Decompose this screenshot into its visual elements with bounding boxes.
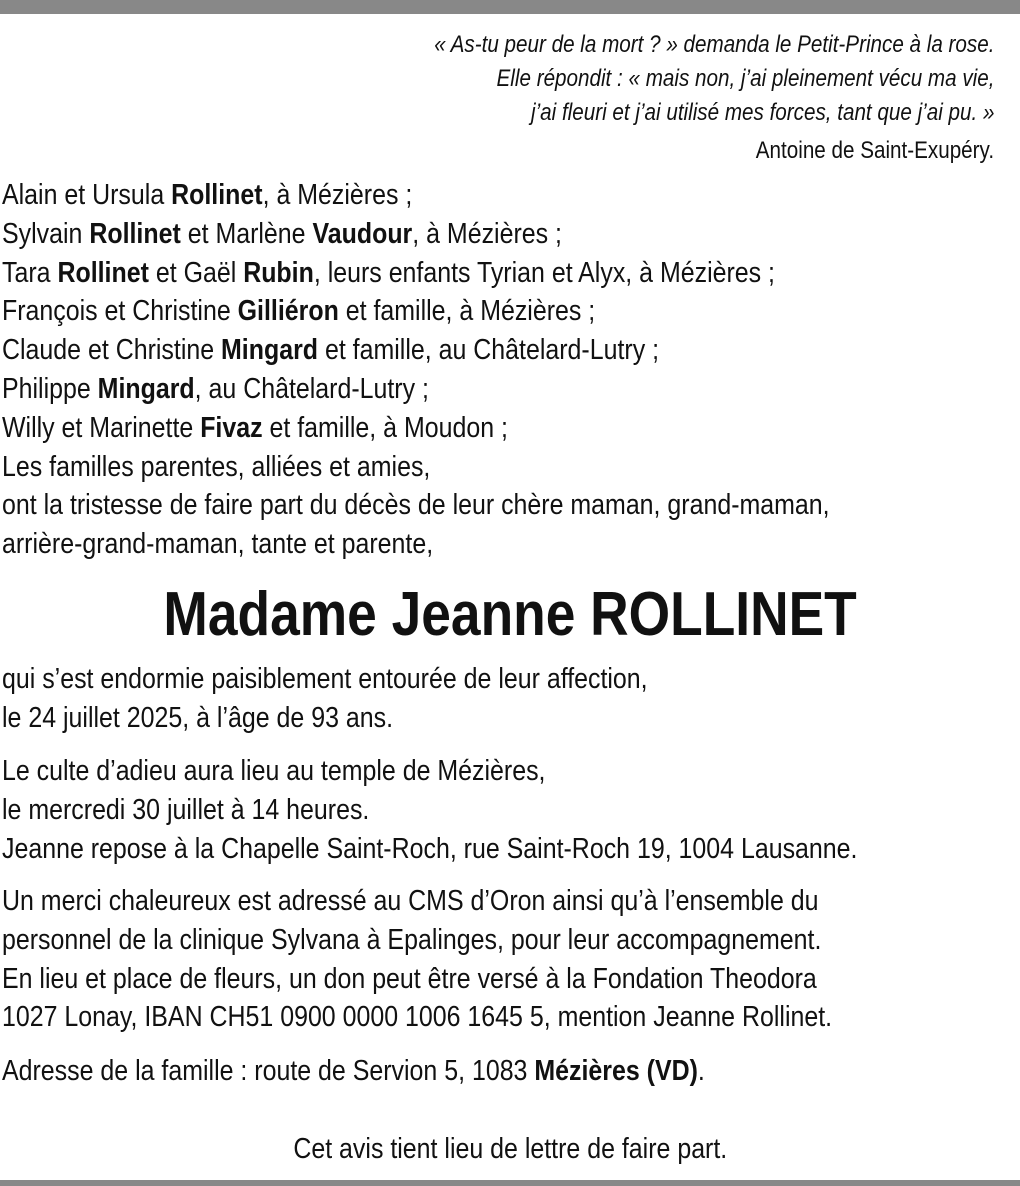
text-line: 1027 Lonay, IBAN CH51 0900 0000 1006 1645 5, mention Jeanne Rollinet.	[2, 1001, 833, 1034]
quote-line: j’ai fleuri et j’ai utilisé mes forces, tant que j’ai pu. »	[530, 99, 994, 126]
service-paragraph	[2, 752, 857, 868]
epigraph-quote	[434, 28, 994, 130]
announcement-line: ont la tristesse de faire part du décès de leur chère maman, grand-maman,	[2, 489, 830, 522]
family-line: Alain et Ursula Rollinet, à Mézières ;	[2, 179, 413, 211]
family-line: Willy et Marinette Fivaz et famille, à Moudon ;	[2, 411, 508, 444]
text-line: qui s’est endormie paisiblement entourée de leur affection,	[2, 663, 648, 695]
text-line: le mercredi 30 juillet à 14 heures.	[2, 793, 370, 826]
family-line: Tara Rollinet et Gaël Rubin, leurs enfants Tyrian et Alyx, à Mézières ;	[2, 256, 775, 289]
text-line: Le culte d’adieu aura lieu au temple de Mézières,	[2, 755, 546, 787]
announcement-line: arrière-grand-maman, tante et parente,	[2, 528, 434, 561]
quote-line: « As-tu peur de la mort ? » demanda le Petit-Prince à la rose.	[433, 31, 994, 58]
family-line: Philippe Mingard, au Châtelard-Lutry ;	[2, 372, 429, 405]
family-line: Les familles parentes, alliées et amies,	[2, 450, 431, 483]
top-rule	[0, 0, 1020, 14]
family-list	[2, 176, 830, 564]
family-line: Claude et Christine Mingard et famille, au Châtelard-Lutry ;	[2, 334, 660, 367]
text-line: Jeanne repose à la Chapelle Saint-Roch, rue Saint-Roch 19, 1004 Lausanne.	[2, 832, 858, 865]
text-line: Un merci chaleureux est adressé au CMS d’Oron ainsi qu’à l’ensemble du	[2, 885, 819, 917]
text-line: En lieu et place de fleurs, un don peut être versé à la Fondation Theodora	[2, 962, 817, 995]
bottom-rule	[0, 1180, 1020, 1186]
deceased-name-heading: Madame Jeanne ROLLINET	[163, 580, 857, 649]
text-line: le 24 juillet 2025, à l’âge de 93 ans.	[2, 701, 394, 734]
thanks-paragraph	[2, 882, 832, 1037]
family-address: Adresse de la famille : route de Servion 5, 1083 Mézières (VD).	[2, 1055, 705, 1087]
quote-author: Antoine de Saint-Exupéry.	[755, 137, 994, 164]
text-line: personnel de la clinique Sylvana à Epalinges, pour leur accompagnement.	[2, 923, 822, 956]
quote-line: Elle répondit : « mais non, j’ai pleinement vécu ma vie,	[496, 65, 994, 92]
family-line: Sylvain Rollinet et Marlène Vaudour, à Mézières ;	[2, 217, 562, 250]
passing-paragraph	[2, 660, 648, 738]
closing-note: Cet avis tient lieu de lettre de faire part.	[293, 1133, 727, 1165]
family-line: François et Christine Gilliéron et famille, à Mézières ;	[2, 295, 596, 328]
